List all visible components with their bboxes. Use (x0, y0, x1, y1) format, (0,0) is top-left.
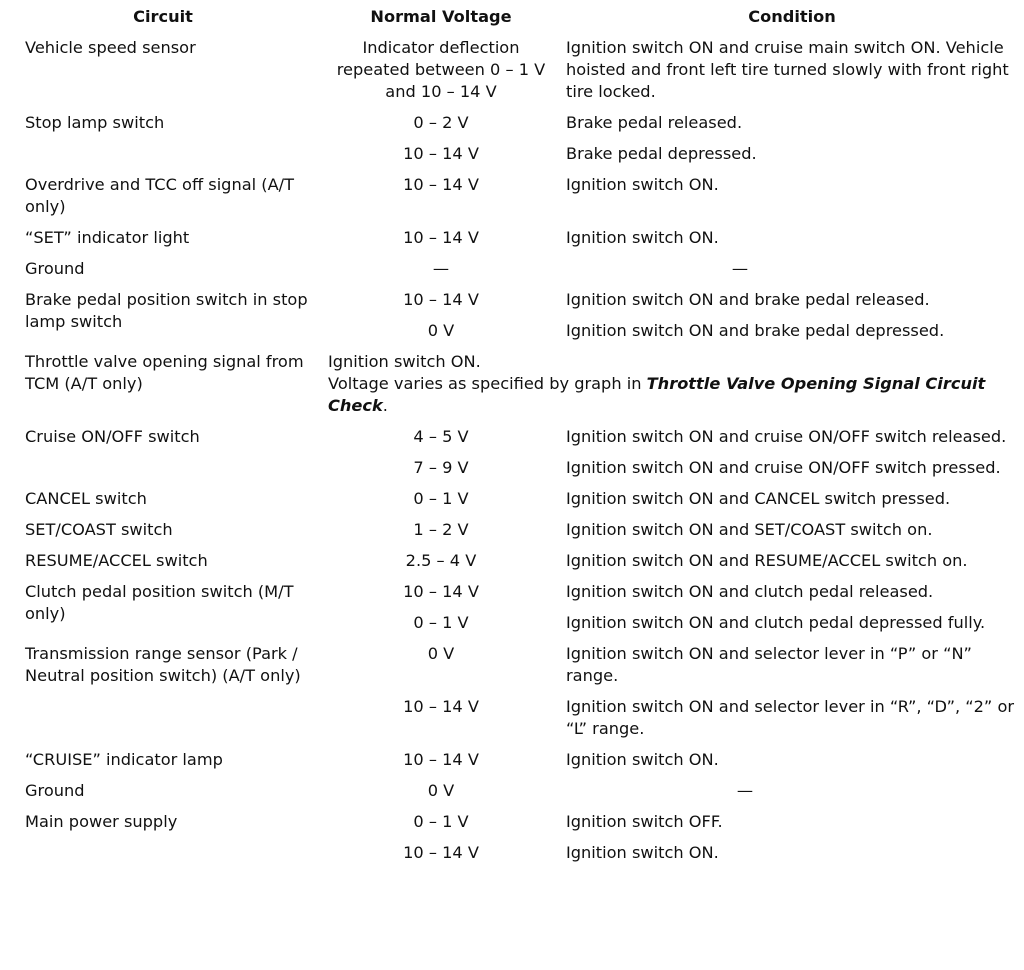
voltage-ground-2: 0 V (427, 781, 455, 800)
circuit-throttle-valve-signal: Throttle valve opening signal from TCM (A/T only) (25, 352, 304, 393)
circuit-resume-accel-switch: RESUME/ACCEL switch (25, 551, 208, 570)
voltage-ground: — (432, 259, 450, 278)
condition-clutch-depressed: Ignition switch ON and clutch pedal depressed fully. (566, 613, 986, 632)
voltage-resume-accel-switch: 2.5 – 4 V (405, 551, 477, 570)
throttle-note-line2 (328, 373, 994, 417)
condition-range-r-d-2-l: Ignition switch ON and selector lever in “R”, “D”, “2” or “L” range. (566, 697, 1015, 738)
circuit-empty (0, 842, 326, 864)
condition-overdrive-tcc-off: Ignition switch ON. (566, 175, 719, 194)
condition-cruise-indicator-lamp: Ignition switch ON. (566, 750, 719, 769)
voltage-main-power-on: 10 – 14 V (403, 843, 479, 862)
circuit-brake-pedal-position-switch: Brake pedal position switch in stop lamp switch (25, 290, 308, 331)
condition-set-indicator-light: Ignition switch ON. (566, 228, 719, 247)
voltage-stop-lamp-released: 0 – 2 V (413, 113, 469, 132)
voltage-main-power-off: 0 – 1 V (413, 812, 469, 831)
voltage-set-indicator-light: 10 – 14 V (403, 228, 479, 247)
circuit-ground: Ground (25, 259, 85, 278)
condition-cancel-switch: Ignition switch ON and CANCEL switch pressed. (566, 489, 951, 508)
header-normal-voltage: Normal Voltage (370, 7, 512, 26)
voltage-brake-pedal-released: 10 – 14 V (403, 290, 479, 309)
condition-set-coast-switch: Ignition switch ON and SET/COAST switch on. (566, 520, 933, 539)
circuit-cruise-indicator-lamp: “CRUISE” indicator lamp (25, 750, 223, 769)
throttle-note-line1: Ignition switch ON. (328, 352, 481, 371)
condition-main-power-off: Ignition switch OFF. (566, 812, 723, 831)
throttle-note-end: . (382, 396, 388, 415)
condition-cruise-onoff-pressed: Ignition switch ON and cruise ON/OFF switch pressed. (566, 458, 1001, 477)
voltage-cruise-onoff-pressed: 7 – 9 V (413, 458, 469, 477)
circuit-vehicle-speed-sensor: Vehicle speed sensor (25, 38, 196, 57)
circuit-transmission-range-sensor: Transmission range sensor (Park / Neutral position switch) (A/T only) (25, 644, 301, 685)
condition-cruise-onoff-released: Ignition switch ON and cruise ON/OFF switch released. (566, 427, 1007, 446)
condition-ground: — (731, 259, 749, 278)
voltage-cruise-indicator-lamp: 10 – 14 V (403, 750, 479, 769)
condition-vehicle-speed-sensor: Ignition switch ON and cruise main switch ON. Vehicle hoisted and front left tire turned slowly with front right tire locked. (566, 38, 1009, 101)
voltage-clutch-released: 10 – 14 V (403, 582, 479, 601)
voltage-stop-lamp-depressed: 10 – 14 V (403, 144, 479, 163)
condition-main-power-on: Ignition switch ON. (566, 843, 719, 862)
voltage-range-p-n: 0 V (427, 644, 455, 663)
circuit-cruise-onoff-switch: Cruise ON/OFF switch (25, 427, 200, 446)
condition-brake-pedal-depressed: Ignition switch ON and brake pedal depressed. (566, 321, 945, 340)
voltage-clutch-depressed: 0 – 1 V (413, 613, 469, 632)
circuit-clutch-pedal-position-switch: Clutch pedal position switch (M/T only) (25, 582, 294, 623)
voltage-cruise-onoff-released: 4 – 5 V (413, 427, 469, 446)
throttle-valve-note (326, 351, 1024, 426)
circuit-main-power-supply: Main power supply (25, 812, 178, 831)
condition-ground-2: — (736, 781, 754, 800)
condition-stop-lamp-depressed: Brake pedal depressed. (566, 144, 757, 163)
circuit-ground-2: Ground (25, 781, 85, 800)
circuit-overdrive-tcc-off: Overdrive and TCC off signal (A/T only) (25, 175, 295, 216)
condition-range-p-n: Ignition switch ON and selector lever in “P” or “N” range. (566, 644, 972, 685)
voltage-set-coast-switch: 1 – 2 V (413, 520, 469, 539)
condition-stop-lamp-released: Brake pedal released. (566, 113, 743, 132)
circuit-empty (0, 143, 326, 174)
voltage-range-r-d-2-l: 10 – 14 V (403, 697, 479, 716)
circuit-set-coast-switch: SET/COAST switch (25, 520, 173, 539)
voltage-vehicle-speed-sensor: Indicator deflection repeated between 0 – 1 V and 10 – 14 V (336, 38, 546, 101)
circuit-stop-lamp-switch: Stop lamp switch (25, 113, 165, 132)
throttle-note-text: Voltage varies as specified by graph in (328, 374, 642, 393)
header-condition: Condition (748, 7, 836, 26)
circuit-cancel-switch: CANCEL switch (25, 489, 147, 508)
voltage-cancel-switch: 0 – 1 V (413, 489, 469, 508)
condition-clutch-released: Ignition switch ON and clutch pedal released. (566, 582, 934, 601)
throttle-circuit-check-reference: Throttle Valve Opening Signal Circuit Check (328, 374, 986, 415)
voltage-spec-table (0, 6, 1024, 864)
voltage-brake-pedal-depressed: 0 V (427, 321, 455, 340)
voltage-overdrive-tcc-off: 10 – 14 V (403, 175, 479, 194)
condition-brake-pedal-released: Ignition switch ON and brake pedal released. (566, 290, 930, 309)
condition-resume-accel-switch: Ignition switch ON and RESUME/ACCEL switch on. (566, 551, 968, 570)
circuit-set-indicator-light: “SET” indicator light (25, 228, 190, 247)
header-circuit: Circuit (133, 7, 193, 26)
